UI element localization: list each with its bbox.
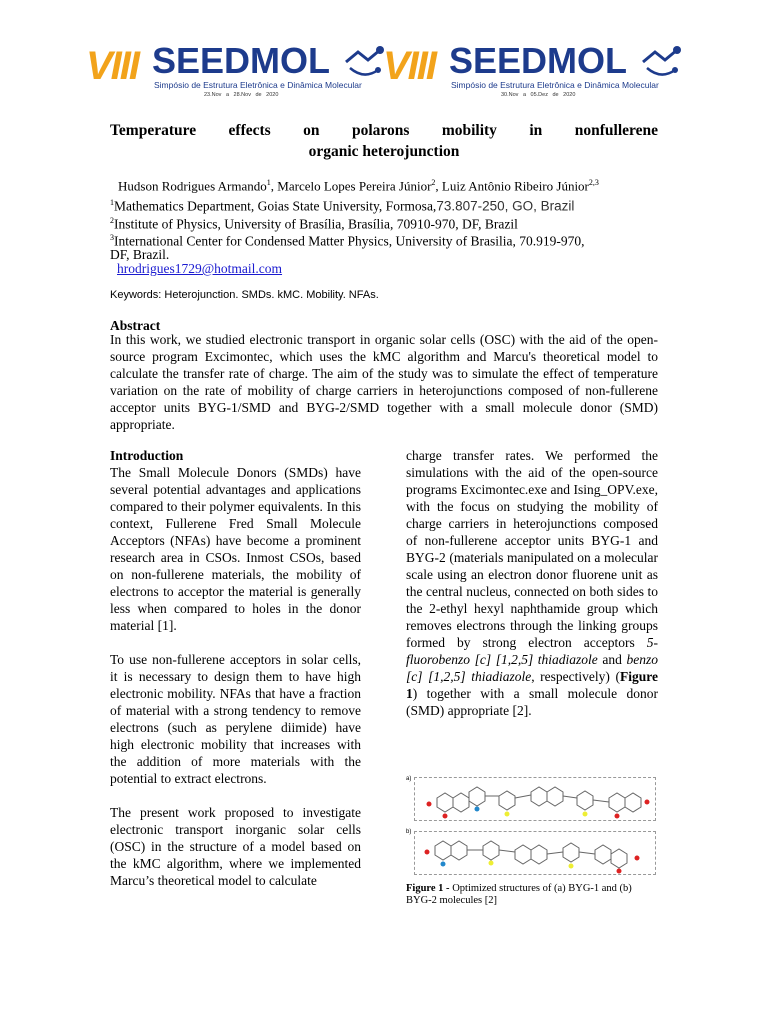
paper-title-line2: organic heterojunction [308, 143, 460, 160]
author-email-link[interactable]: hrodrigues1729@hotmail.com [117, 261, 283, 276]
author-name: Luiz Antônio Ribeiro Júnior [441, 178, 589, 194]
author-name: Marcelo Lopes Pereira Júnior [277, 178, 432, 194]
intro-heading: Introduction [110, 448, 184, 463]
r1-and: and [597, 652, 627, 667]
banner-date: 23.Nov a 28.Nov de 2020 [204, 92, 279, 98]
keywords: Keywords: Heterojunction. SMDs. kMC. Mobility. NFAs. [110, 289, 379, 301]
affiliation-sup: 2 [110, 216, 114, 225]
abstract-heading: Abstract [110, 318, 161, 333]
author-sup: 2,3 [588, 178, 599, 187]
author-list: Hudson Rodrigues Armando$^1$, Marcelo Lopes Pereira Júnior$^2$, Luiz Antônio Ribeiro Júnior$^{2,3}$ [118, 178, 599, 194]
left-column [110, 447, 361, 906]
banner-subtitle: Simpósio de Estrutura Eletrônica e Dinâmica Molecular [451, 80, 659, 90]
banner-roman-numeral: VIII [383, 44, 436, 88]
banner-date: 30.Nov a 05.Dez de 2020 [501, 92, 576, 98]
figure-label-b: b) [406, 829, 412, 835]
r1-resp: , respectively) ( [531, 669, 620, 684]
affiliation-postcode: 73.807-250, GO, Brazil [436, 198, 575, 214]
intro-p1-text: The Small Molecule Donors (SMDs) have several potential advantages and applications compared to their polymer equivalents. In this context, Fullerene Fred Small Molecule Acceptors (NFAs) have become a prominent research area in CSOs. Inmost CSOs, based on non-fullerene materials, the mobility of electrons to acceptor the material is generally less when compared to holes in the donor material [1]. [110, 465, 361, 633]
figure-label-a: a) [406, 776, 412, 782]
paper-title-line1: Temperature effects on polarons mobility in nonfullerene [110, 122, 658, 139]
affiliation-sup: 1 [110, 198, 114, 207]
intro-paragraph-1 [110, 447, 361, 634]
paper-title [110, 120, 658, 162]
abstract-text: In this work, we studied electronic transport in organic solar cells (OSC) with the aid of the open-source program Excimontec, which uses the kMC algorithm and Marcu's theoretical model to calculate the transfer rate of charge. The aim of the study was to simulate the effect of temperature variation on the rate of mobility of charge carriers in heterojunctions composed of non-fullerene acceptor units BYG-1/SMD and BYG-2/SMD together with a small molecule donor (SMD) appropriate. [110, 332, 658, 432]
byg1-molecule-image [415, 778, 655, 820]
conference-banner-1 [86, 38, 376, 100]
banner-title: SEEDMOL [152, 40, 331, 81]
intro-paragraph-3-continued [406, 447, 658, 719]
affiliation-3-continued: DF, Brazil. [110, 247, 170, 262]
banner-subtitle: Simpósio de Estrutura Eletrônica e Dinâmica Molecular [154, 80, 362, 90]
byg2-molecule-image [415, 832, 655, 874]
conference-banner-2 [383, 38, 673, 100]
affiliation-text: Institute of Physics, University of Brasília, Brasília, 70910-970, DF, Brazil [114, 216, 518, 232]
figure-caption-label: Figure 1 - [406, 883, 450, 894]
author-sup: 1 [266, 178, 271, 187]
affiliation-text: International Center for Condensed Matter Physics, University of Brasilia, 70.919-970, [114, 233, 585, 249]
figure-panel-a [414, 777, 656, 821]
author-name: Hudson Rodrigues Armando [118, 178, 267, 194]
figure-caption [406, 883, 658, 907]
molecule-logo-icon [344, 44, 384, 78]
r1-text: charge transfer rates. We performed the simulations with the aid of the open-source programs Excimontec.exe and Ising_OPV.exe, with the focus on studying the mobility of charge carriers in heterojunctions composed of non-fullerene acceptor units BYG-1 and BYG-2 (materials manipulated on a molecular scale using an electron donor fluorene unit as the central nucleus, connected on both sides to the 2-ethyl hexyl naphthamide group which removes electrons through the linking groups formed by strong electron acceptors [406, 448, 658, 650]
intro-paragraph-3: The present work proposed to investigate electronic transport inorganic solar cells (OSC) in the structure of a model based on the kMC algorithm, where we implemented Marcu’s theoretical model to calculate [110, 805, 361, 888]
right-column [406, 447, 658, 736]
intro-paragraph-2: To use non-fullerene acceptors in solar cells, it is necessary to design them to have high electronic mobility. NFAs that have a fraction of material with a strong tendency to remove electrons (such as perylene diimide) have high electronic mobility that increases with the addition of more materials with the potential to extract electrons. [110, 652, 361, 786]
molecule-logo-icon [641, 44, 681, 78]
figure-reference: Figure 1 [406, 669, 658, 701]
affiliation-3 [110, 229, 585, 250]
affiliation-text: Mathematics Department, Goias State University, Formosa, [114, 198, 437, 214]
affiliation-sup: 3 [110, 233, 114, 242]
banner-title: SEEDMOL [449, 40, 628, 81]
author-sup: 2 [431, 178, 436, 187]
r1-italic-2: benzo [c] [1,2,5] thiadiazole [406, 652, 658, 684]
banner-roman-numeral: VIII [86, 44, 139, 88]
r1-end: ) together with a small molecule donor (SMD) appropriate [2]. [406, 686, 658, 718]
figure-caption-text: Optimized structures of (a) BYG-1 and (b) BYG-2 molecules [2] [406, 883, 632, 906]
r1-italic-1: 5-fluorobenzo [c] [1,2,5] thiadiazole [406, 635, 658, 667]
figure-panel-b [414, 831, 656, 875]
